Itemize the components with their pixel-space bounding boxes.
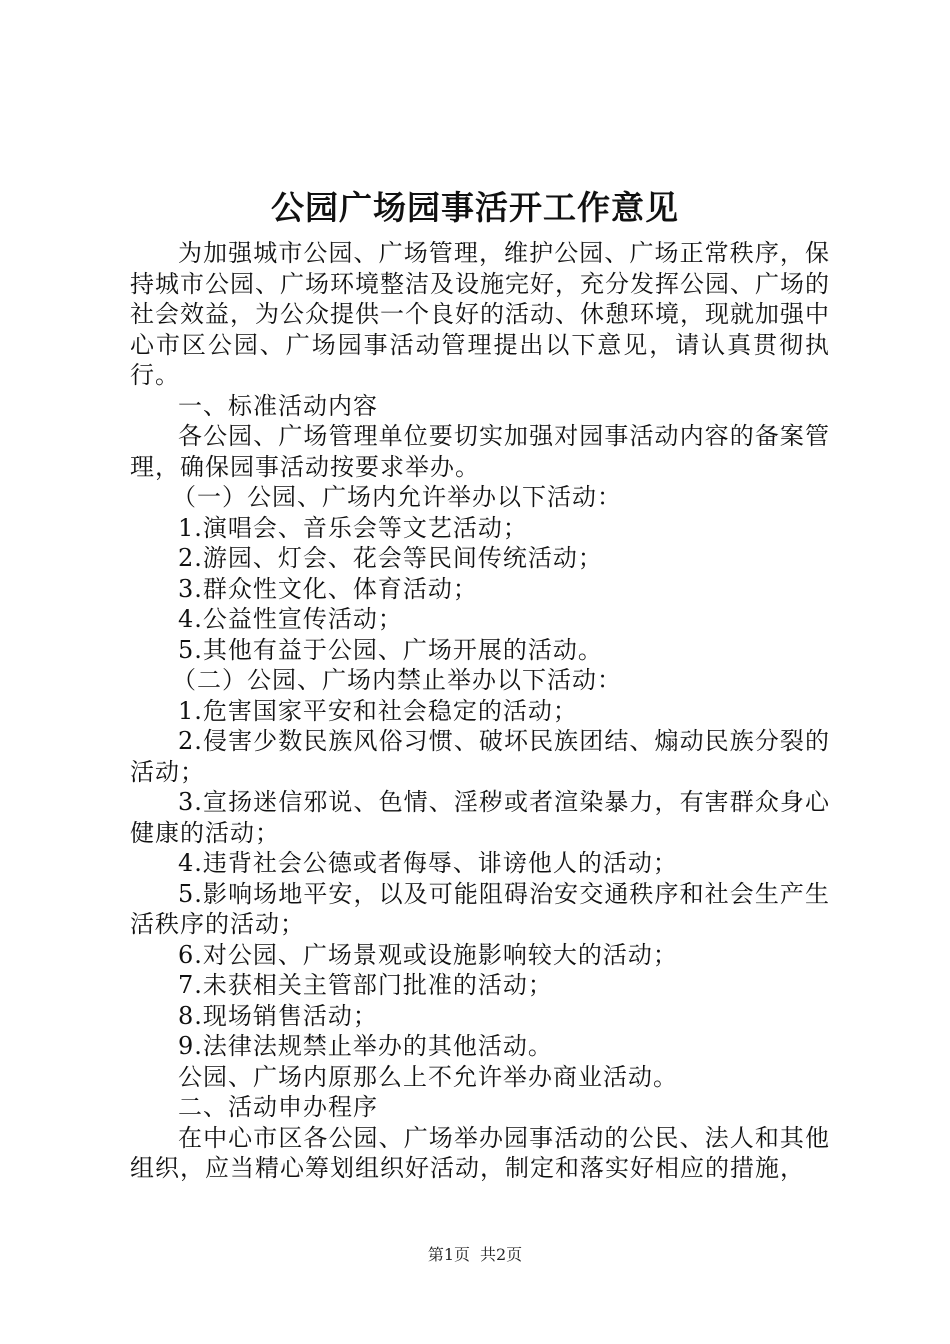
list-item: 5.其他有益于公园、广场开展的活动。 [178, 635, 603, 664]
body-paragraph: 在中心市区各公园、广场举办园事活动的公民、法人和其他组织，应当精心筹划组织好活动，制定和落实好相应的措施， [130, 1123, 830, 1182]
list-item: 2.游园、灯会、花会等民间传统活动； [178, 544, 603, 572]
body-paragraph: 公园、广场内原那么上不允许举办商业活动。 [178, 1062, 678, 1091]
list-item: 1.危害国家平安和社会稳定的活动； [178, 696, 578, 725]
list-item: 7.未获相关主管部门批准的活动； [178, 971, 553, 999]
list-item: 9.法律法规禁止举办的其他活动。 [178, 1032, 553, 1060]
body-paragraph: 各公园、广场管理单位要切实加强对园事活动内容的备案管理，确保园事活动按要求举办。 [130, 422, 830, 481]
subsection-heading-allowed: （一）公园、广场内允许举办以下活动： [172, 483, 622, 511]
subsection-heading-prohibited: （二）公园、广场内禁止举办以下活动： [172, 666, 622, 694]
list-item: 4.公益性宣传活动； [178, 605, 403, 633]
list-item: 2.侵害少数民族风俗习惯、破坏民族团结、煽动民族分裂的活动； [130, 727, 830, 786]
list-item: 6.对公园、广场景观或设施影响较大的活动； [178, 940, 678, 969]
list-item: 1.演唱会、音乐会等文艺活动； [178, 513, 528, 542]
list-item: 4.违背社会公德或者侮辱、诽谤他人的活动； [178, 849, 678, 877]
list-item: 8.现场销售活动； [178, 1001, 378, 1030]
section-heading-2: 二、活动申办程序 [178, 1093, 378, 1121]
total-pages: 共2页 [480, 1245, 523, 1264]
page-number: 第1页 [427, 1245, 470, 1264]
section-heading-1: 一、标准活动内容 [178, 391, 378, 420]
page-footer [0, 1244, 950, 1266]
list-item: 3.群众性文化、体育活动； [178, 574, 478, 603]
intro-paragraph: 为加强城市公园、广场管理，维护公园、广场正常秩序，保持城市公园、广场环境整洁及设施完好，充分发挥公园、广场的社会效益，为公众提供一个良好的活动、休憩环境，现就加强中心市区公园、广场园事活动管理提出以下意见，请认真贯彻执行。 [130, 239, 830, 389]
list-item: 3.宣扬迷信邪说、色情、淫秽或者渲染暴力，有害群众身心健康的活动； [130, 788, 830, 847]
document-title: 公园广场园事活开工作意见 [271, 188, 679, 227]
document-body [130, 238, 830, 1184]
list-item: 5.影响场地平安，以及可能阻碍治安交通秩序和社会生产生活秩序的活动； [130, 879, 830, 938]
